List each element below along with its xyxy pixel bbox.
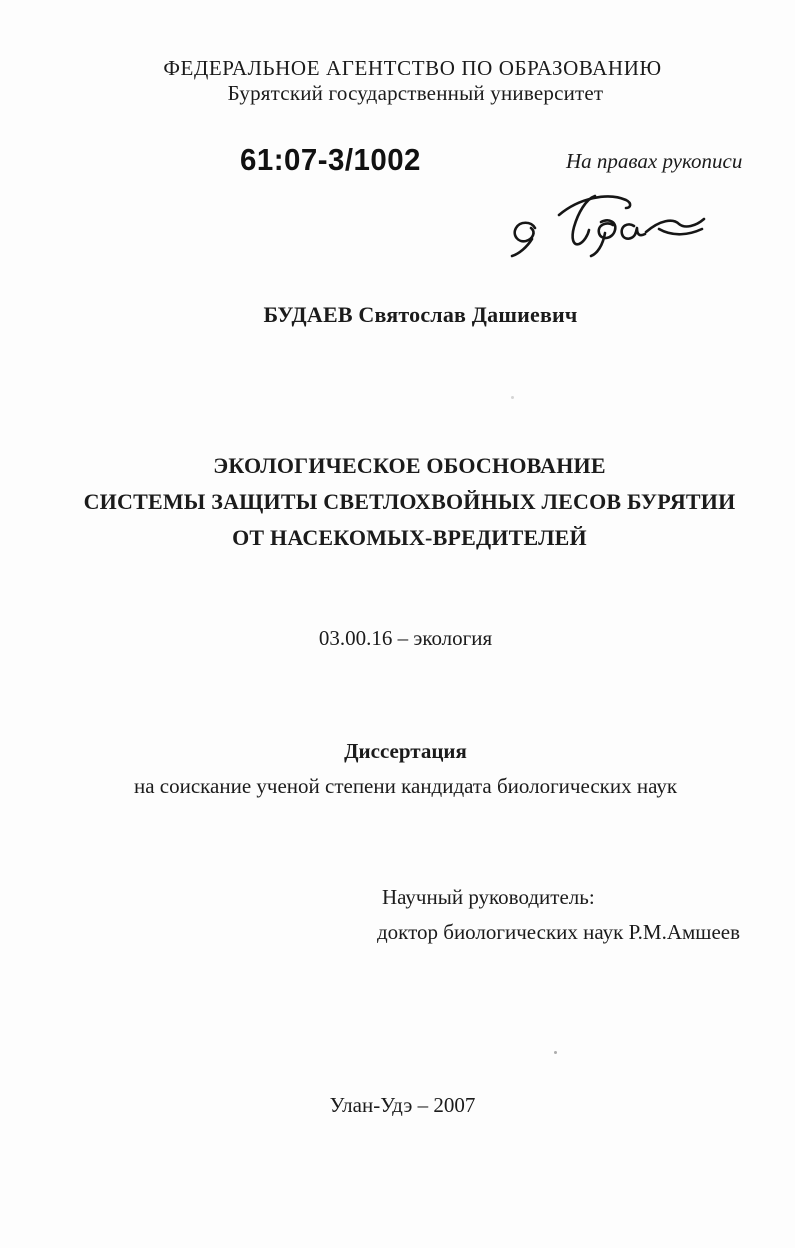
- title-line-3: ОТ НАСЕКОМЫХ-ВРЕДИТЕЛЕЙ: [232, 525, 587, 550]
- dissertation-title: [12, 448, 795, 556]
- supervisor-block: [377, 880, 740, 950]
- author-full-name: БУДАЕВ Святослав Дашиевич: [263, 302, 578, 327]
- city-and-year: Улан-Удэ – 2007: [329, 1093, 476, 1117]
- specialty-code: 03.00.16 – экология: [318, 626, 493, 650]
- handwritten-signature-icon: [483, 184, 711, 260]
- title-line-1: ЭКОЛОГИЧЕСКОЕ ОБОСНОВАНИЕ: [213, 453, 606, 478]
- supervisor-name: доктор биологических наук Р.М.Амшеев: [377, 920, 741, 944]
- university-name: Бурятский государственный университет: [227, 81, 604, 105]
- degree-seeking-line: на соискание ученой степени кандидата биологических наук: [133, 774, 678, 798]
- federal-agency-heading: ФЕДЕРАЛЬНОЕ АГЕНТСТВО ПО ОБРАЗОВАНИЮ: [163, 56, 662, 80]
- thesis-type-heading: Диссертация: [344, 739, 467, 763]
- scan-speck: [554, 1051, 557, 1054]
- library-catalog-number: 61:07-3/1002: [240, 142, 421, 177]
- title-line-2: СИСТЕМЫ ЗАЩИТЫ СВЕТЛОХВОЙНЫХ ЛЕСОВ БУРЯТИИ: [83, 489, 736, 514]
- scan-speck: [511, 396, 514, 399]
- supervisor-label: Научный руководитель:: [382, 885, 595, 909]
- manuscript-rights-note: На правах рукописи: [566, 149, 743, 173]
